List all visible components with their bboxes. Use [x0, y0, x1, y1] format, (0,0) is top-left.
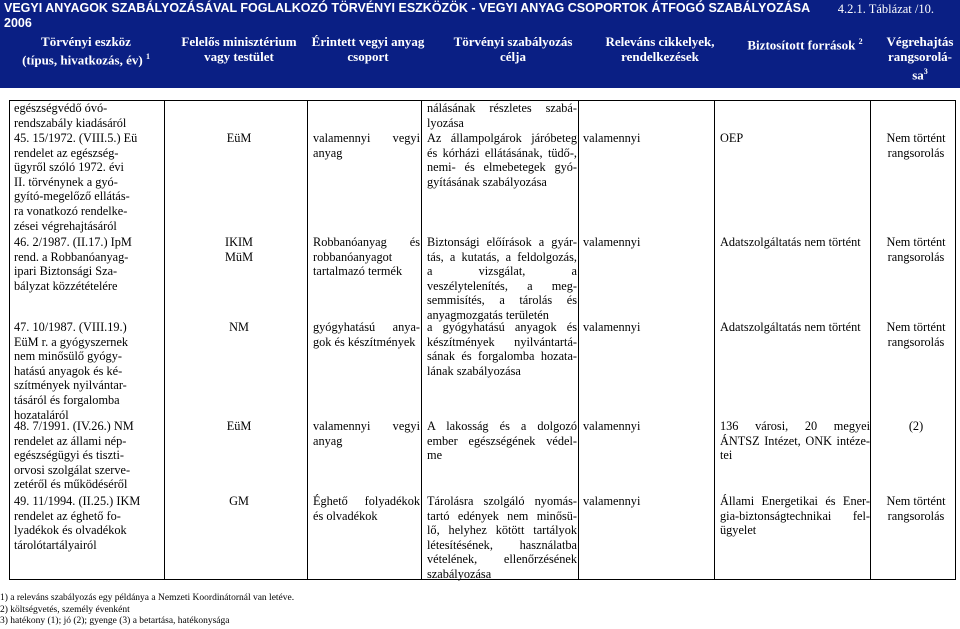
footnote: 1) a releváns szabályozás egy példánya a Nemzeti Koordinátornál van letéve.: [0, 593, 295, 603]
cell-line: rend. a Robbanóanyag-: [14, 249, 129, 264]
cell-line: anyag: [313, 145, 343, 160]
cell-line: 48. 7/1991. (IV.26.) NM: [14, 419, 134, 433]
cell-line: gyításának szabályozása: [427, 174, 547, 189]
column-header-ministry: Felelős minisztérium vagy testület: [181, 34, 297, 64]
document-title: VEGYI ANYAGOK SZABÁLYOZÁSÁVAL FOGLALKOZÓ TÖRVÉNYI ESZKÖZÖK - VEGYI ANYAG CSOPORTOK ÁTFOGÓ SZABÁLYOZÁSA 2006: [4, 1, 810, 30]
cell-line: szabályozása: [427, 566, 492, 581]
column-divider: [714, 100, 715, 580]
table-header-band: [0, 0, 960, 88]
cell-resources: [720, 494, 870, 538]
cell-group: [313, 419, 420, 448]
footnote: 3) hatékony (1); jó (2); gyenge (3) a betartása, hatékonysága: [0, 616, 230, 626]
table-code: 4.2.1. Táblázat /10.: [837, 2, 934, 16]
cell-line: rangsorolás: [887, 145, 945, 160]
cell-line: rendelet az éghető fo-: [14, 508, 121, 523]
cell-articles: [583, 235, 711, 250]
cell-tool: [14, 494, 164, 552]
cell-line: EüM: [226, 131, 252, 145]
cell-line: orvosi szolgálat szerve-: [14, 462, 131, 477]
cell-resources: [720, 320, 870, 335]
column-header-purpose: Törvényi szabályozás célja: [453, 34, 573, 64]
cell-line: a gyógyhatású anyagok és: [427, 320, 577, 334]
cell-line: gok és készítmények: [313, 334, 416, 349]
cell-purpose: [427, 320, 577, 378]
cell-line: készítmények nyilvántartá-: [427, 334, 577, 349]
cell-line: valamennyi: [583, 419, 641, 433]
cell-line: Nem történt: [886, 131, 946, 145]
cell-ministry: [170, 320, 308, 335]
column-header-articles: Releváns cikkelyek, rendelkezések: [605, 34, 715, 64]
cell-line: egészségügyi és tiszti-: [14, 448, 124, 463]
cell-line: robbanóanyagot: [313, 249, 393, 264]
cell-line: és kórházi ellátásának, tüdő-,: [427, 145, 577, 160]
cell-line: valamennyi: [583, 494, 641, 508]
cell-articles: [583, 320, 711, 335]
cell-line: IKIM: [224, 235, 253, 249]
cell-tool: [14, 131, 164, 233]
cell-line: 45. 15/1972. (VIII.5.) Eü: [14, 131, 138, 145]
cell-line: Nem történt: [886, 320, 946, 334]
cell-line: nem minősülő gyógy-: [14, 349, 122, 364]
footnote: 2) költségvetés, személy évenként: [0, 604, 130, 615]
cell-ranking: [876, 494, 956, 523]
cell-line: nálásának részletes szabá-: [427, 101, 577, 115]
cell-line: zetéről és működéséről: [14, 477, 128, 492]
cell-ministry: [170, 235, 308, 264]
column-divider: [578, 100, 579, 580]
cell-line: rendelet az egészség-: [14, 145, 119, 160]
column-header-resources: Biztosított források $^2$: [747, 37, 863, 53]
cell-line: bályzat közzétételére: [14, 278, 118, 293]
cell-resources: [720, 131, 870, 146]
cell-line: zései végrehajtásáról: [14, 218, 117, 233]
cell-line: egészségvédő óvó-: [14, 101, 108, 115]
cell-line: ügyelet: [720, 523, 757, 538]
cell-line: Adatszolgáltatás nem történt: [720, 235, 861, 249]
cell-line: lő, helyhez kötött tartályok: [427, 523, 577, 538]
cell-line: 136 városi, 20 megyei: [720, 419, 870, 433]
cell-line: szítmények nyilvántar-: [14, 378, 127, 393]
cell-purpose: [427, 101, 577, 130]
cell-line: valamennyi vegyi: [313, 419, 420, 433]
cell-line: Nem történt: [886, 235, 946, 249]
cell-line: ra vonatkozó rendelke-: [14, 203, 128, 218]
cell-line: MüM: [224, 249, 254, 264]
cell-ranking: [876, 419, 956, 434]
cell-articles: [583, 419, 711, 434]
cell-line: GM: [229, 494, 249, 508]
cell-line: valamennyi: [583, 131, 641, 145]
cell-line: a vizsgálat, a: [427, 264, 577, 279]
cell-line: NM: [229, 320, 249, 334]
cell-line: valamennyi: [583, 320, 641, 334]
cell-purpose: [427, 419, 577, 463]
cell-articles: [583, 131, 711, 146]
cell-purpose: [427, 131, 577, 189]
column-header-group: Érintett vegyi anyag csoport: [311, 34, 425, 64]
cell-line: gyógyhatású anya-: [313, 320, 420, 334]
cell-line: hatású anyagok és ké-: [14, 363, 123, 378]
cell-ranking: [876, 235, 956, 264]
cell-line: lyozása: [427, 115, 464, 130]
cell-line: lyadékok és olvadékok: [14, 523, 127, 538]
cell-tool: [14, 320, 164, 422]
cell-line: A lakosság és a dolgozó: [427, 419, 577, 433]
cell-group: [313, 131, 420, 160]
cell-line: vételének, ellenőrzésének: [427, 552, 577, 567]
cell-line: ember egészségének védel-: [427, 433, 577, 448]
cell-line: tei: [720, 448, 733, 463]
cell-line: Tárolásra szolgáló nyomás-: [427, 494, 577, 508]
cell-line: EüM: [226, 419, 252, 433]
cell-line: EüM r. a gyógyszernek: [14, 334, 129, 349]
cell-line: anyag: [313, 433, 343, 448]
cell-ministry: [170, 131, 308, 146]
cell-ranking: [876, 131, 956, 160]
cell-line: tásáról és forgalomba: [14, 392, 120, 407]
cell-line: ügyről szóló 1972. évi: [14, 160, 124, 175]
cell-line: valamennyi: [583, 235, 641, 249]
column-header-ranking: Végrehajtás rangsorolá- $sa^3$: [886, 34, 954, 83]
cell-tool: [14, 235, 164, 293]
cell-line: rendelet az állami nép-: [14, 433, 127, 448]
cell-line: tás, a kutatás, a feldolgozás,: [427, 249, 577, 264]
cell-line: Robbanóanyag és: [313, 235, 420, 249]
cell-resources: [720, 235, 870, 250]
cell-group: [313, 320, 420, 349]
cell-line: Adatszolgáltatás nem történt: [720, 320, 861, 334]
cell-line: rangsorolás: [887, 334, 945, 349]
cell-line: tartó edények nem minősü-: [427, 508, 577, 523]
cell-ministry: [170, 494, 308, 509]
cell-tool: [14, 101, 164, 130]
cell-line: Biztonsági előírások a gyár-: [427, 235, 577, 249]
cell-line: OEP: [720, 131, 744, 145]
cell-line: és olvadékok: [313, 508, 378, 523]
cell-line: valamennyi vegyi: [313, 131, 420, 145]
cell-line: gyító-megelőző ellátás-: [14, 189, 130, 204]
cell-line: Az állampolgárok járóbeteg: [427, 131, 577, 145]
cell-line: Nem történt: [886, 494, 946, 508]
cell-line: rangsorolás: [887, 249, 945, 264]
cell-line: lának szabályozása: [427, 363, 521, 378]
cell-line: nemi- és elmebetegek gyó-: [427, 160, 577, 175]
cell-line: anyagmozgatás területén: [427, 307, 549, 322]
cell-line: sának és forgalomba hozata-: [427, 349, 577, 364]
cell-purpose: [427, 235, 577, 323]
cell-articles: [583, 494, 711, 509]
cell-purpose: [427, 494, 577, 582]
cell-line: (2): [908, 419, 924, 433]
cell-line: tárolótartályairól: [14, 537, 97, 552]
cell-line: rangsorolás: [887, 508, 945, 523]
cell-line: 47. 10/1987. (VIII.19.): [14, 320, 127, 334]
column-divider: [164, 100, 165, 580]
cell-line: gia-biztonságtechnikai fel-: [720, 508, 870, 523]
column-divider: [870, 100, 871, 580]
cell-line: ÁNTSZ Intézet, ONK intéze-: [720, 433, 870, 448]
cell-group: [313, 494, 420, 523]
cell-tool: [14, 419, 164, 492]
cell-ranking: [876, 320, 956, 349]
cell-line: 46. 2/1987. (II.17.) IpM: [14, 235, 132, 249]
cell-line: hozataláról: [14, 407, 69, 422]
cell-line: létesítésének, használatba: [427, 537, 577, 552]
cell-ministry: [170, 419, 308, 434]
column-divider: [421, 100, 422, 580]
cell-line: Állami Energetikai és Ener-: [720, 494, 870, 508]
cell-line: veszélytelenítés, a meg-: [427, 278, 577, 293]
cell-line: ipari Biztonsági Sza-: [14, 264, 118, 279]
cell-line: Éghető folyadékok: [313, 494, 420, 508]
footnotes: [0, 593, 294, 628]
cell-line: tartalmazó termék: [313, 264, 403, 279]
cell-line: 49. 11/1994. (II.25.) IKM: [14, 494, 141, 508]
cell-resources: [720, 419, 870, 463]
cell-group: [313, 235, 420, 279]
column-header-tool: Törvényi eszköz (típus, hivatkozás, év) $^1$: [22, 34, 150, 68]
cell-line: me: [427, 448, 443, 463]
cell-line: semmisítés, a tárolás és: [427, 293, 577, 308]
cell-line: rendszabály kiadásáról: [14, 115, 127, 130]
cell-line: II. törvénynek a gyó-: [14, 174, 118, 189]
